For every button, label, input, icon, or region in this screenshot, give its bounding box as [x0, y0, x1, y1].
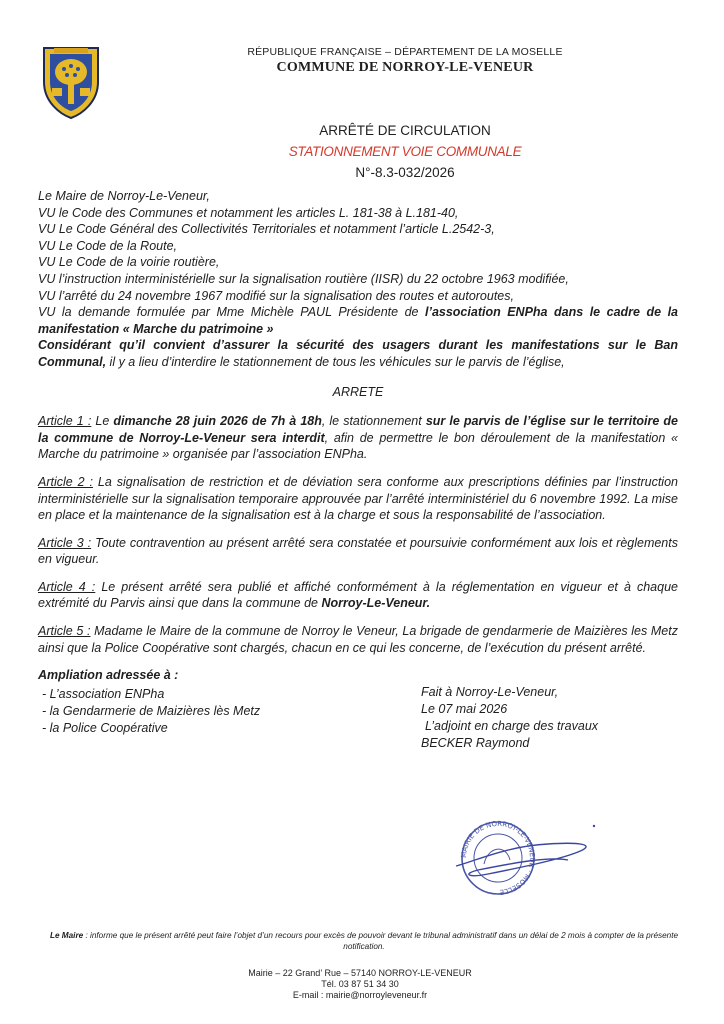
vu-label: VU	[38, 205, 56, 220]
mayor-line: Le Maire de Norroy-Le-Veneur,	[38, 189, 210, 203]
article-label: Article 1 :	[38, 414, 92, 429]
vu-line-2: VU Le Code Général des Collectivités Territoriales et notamment l’article L.2542-3,	[38, 222, 495, 237]
article-1: Article 1 : Le dimanche 28 juin 2026 de 7h à 18h, le stationnement sur le parvis de l’église sur le territoire de la commune de Norroy-Le-Veneur sera interdit, afin de permettre le bon déroulement de la manifestation « Marche du patrimoine » organisée par l’association ENPha.	[38, 414, 678, 462]
official-stamp-icon	[448, 816, 608, 896]
vu-label: VU	[38, 271, 56, 286]
mairie-contact	[200, 968, 520, 1001]
article-label: Article 5 :	[38, 624, 91, 639]
vu-line-1: VU le Code des Communes et notamment les articles L. 181-38 à L.181-40,	[38, 205, 459, 220]
ampliation-item: - la Police Coopérative	[42, 720, 260, 737]
article-label: Article 2 :	[38, 474, 93, 489]
decree-title-type: ARRÊTÉ DE CIRCULATION	[319, 123, 491, 138]
vu-line-5: VU l’instruction interministérielle sur la signalisation routière (IISR) du 22 octobre 1963 modifiée,	[38, 271, 569, 286]
ampliation-section	[38, 684, 678, 750]
article-3: Article 3 : Toute contravention au présent arrêté sera constatée et poursuivie conformément aux lois et règlements en vigueur.	[38, 535, 678, 567]
signature-role: L’adjoint en charge des travaux	[425, 718, 599, 733]
decree-title-subject: STATIONNEMENT VOIE COMMUNALE	[288, 144, 522, 159]
article-4: Article 4 : Le présent arrêté sera publié et affiché conformément à la réglementation en vigueur et à chaque extrémité du Parvis ainsi que dans la commune de Norroy-Le-Veneur.	[38, 579, 678, 611]
article-2: Article 2 : La signalisation de restriction et de déviation sera conforme aux prescriptions définies par l’instruction interministérielle sur la signalisation temporaire approuvée par l’arrêté interministériel du 6 novembre 1992. La mise en place et la maintenance de la signalisation est à la charge et sous la responsabilité de l’association.	[38, 474, 678, 523]
vu-label: VU	[38, 305, 56, 320]
article-label: Article 4 :	[38, 579, 96, 594]
article-5: Article 5 : Madame le Maire de la commune de Norroy le Veneur, La brigade de gendarmerie de Maizières les Metz ainsi que la Police Coopérative sont chargés, chacun en ce qui les concerne, de l’exécution du présent arrêté.	[38, 624, 678, 655]
ampliation-item: - la Gendarmerie de Maizières lès Metz	[42, 703, 260, 720]
signature-name: BECKER Raymond	[421, 735, 530, 750]
article-label: Article 3 :	[38, 535, 92, 550]
vu-label: VU	[38, 238, 56, 253]
signature-block	[421, 684, 598, 752]
vu-line-6: VU l’arrêté du 24 novembre 1967 modifié sur la signalisation des routes et autoroutes,	[38, 288, 514, 303]
letterhead-commune: COMMUNE DE NORROY-LE-VENEUR	[276, 60, 534, 75]
vu-label: VU	[38, 288, 56, 303]
contact-phone: Tél. 03 87 51 34 30	[321, 979, 399, 989]
legal-notice: Le Maire : informe que le présent arrêté peut faire l’objet d’un recours pour excès de pouvoir devant le tribunal administratif dans un délai de 2 mois à compter de la présente notification.	[49, 931, 679, 951]
ampliation-list	[42, 686, 260, 737]
contact-address: Mairie – 22 Grand’ Rue – 57140 NORROY-LE-VENEUR	[248, 968, 472, 978]
decree-body	[38, 188, 678, 750]
coat-of-arms-icon	[38, 42, 104, 120]
ampliation-title: Ampliation adressée à :	[38, 668, 179, 683]
vu-line-7: VU la demande formulée par Mme Michèle PAUL Présidente de l’association ENPha dans le cadre de la manifestation « Marche du patrimoine »	[38, 305, 678, 336]
signature-date: Le 07 mai 2026	[421, 701, 508, 716]
letterhead-republic: RÉPUBLIQUE FRANÇAISE – DÉPARTEMENT DE LA MOSELLE	[247, 46, 563, 58]
decree-number: N°-8.3-032/2026	[355, 165, 455, 180]
considerant: Considérant qu’il convient d’assurer la sécurité des usagers durant les manifestations sur le Ban Communal, il y a lieu d’interdire le stationnement de tous les véhicules sur le parvis de l’église,	[38, 338, 678, 369]
vu-label: VU	[38, 222, 56, 237]
vu-label: VU	[38, 255, 56, 270]
svg-text:MAIRIE DE NORROY-LE-VENEUR · M: MAIRIE DE NORROY-LE-VENEUR · MOSELLE	[459, 819, 537, 896]
decree-title	[200, 120, 610, 183]
contact-email: E-mail : mairie@norroyleveneur.fr	[292, 990, 428, 1000]
ampliation-item: - L’association ENPha	[42, 686, 260, 703]
arrete-heading: ARRETE	[332, 384, 384, 399]
letterhead	[180, 46, 630, 76]
vu-line-4: VU Le Code de la voirie routière,	[38, 255, 220, 270]
vu-line-3: VU Le Code de la Route,	[38, 238, 177, 253]
signature-place: Fait à Norroy-Le-Veneur,	[421, 684, 559, 699]
